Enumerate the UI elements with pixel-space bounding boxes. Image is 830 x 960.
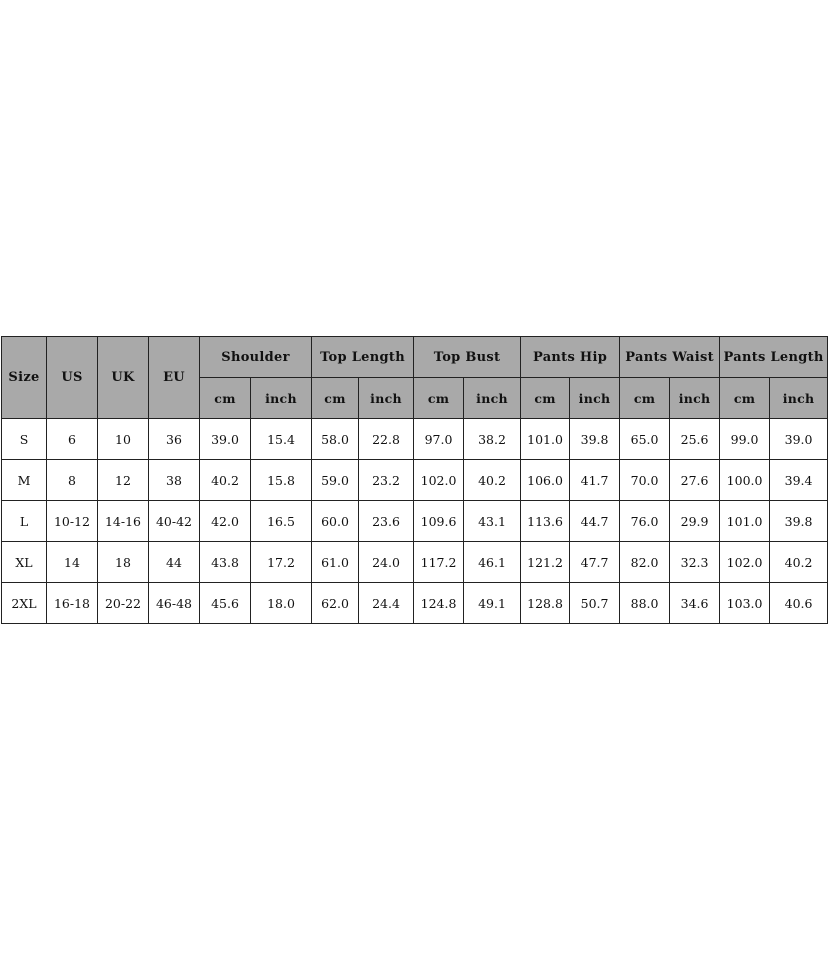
cell-shoulder-cm: 45.6 <box>200 583 251 624</box>
unit-inch: inch <box>251 378 312 419</box>
table-body <box>2 419 828 624</box>
unit-cm: cm <box>620 378 670 419</box>
cell-pants-waist-inch: 27.6 <box>670 460 720 501</box>
table-header <box>2 337 828 419</box>
cell-pants-length-inch: 40.2 <box>770 542 828 583</box>
cell-pants-length-cm: 99.0 <box>720 419 770 460</box>
table-row <box>2 419 828 460</box>
cell-top-length-cm: 61.0 <box>312 542 359 583</box>
unit-cm: cm <box>200 378 251 419</box>
size-chart-table <box>1 336 828 624</box>
cell-shoulder-inch: 15.8 <box>251 460 312 501</box>
cell-top-bust-inch: 38.2 <box>464 419 521 460</box>
cell-pants-length-cm: 101.0 <box>720 501 770 542</box>
unit-cm: cm <box>720 378 770 419</box>
cell-uk: 18 <box>98 542 149 583</box>
cell-eu: 36 <box>149 419 200 460</box>
cell-pants-waist-inch: 32.3 <box>670 542 720 583</box>
cell-us: 8 <box>47 460 98 501</box>
unit-inch: inch <box>464 378 521 419</box>
cell-pants-waist-cm: 82.0 <box>620 542 670 583</box>
cell-shoulder-cm: 39.0 <box>200 419 251 460</box>
header-top-bust: Top Bust <box>414 337 521 378</box>
cell-size: M <box>2 460 47 501</box>
cell-uk: 12 <box>98 460 149 501</box>
cell-size: L <box>2 501 47 542</box>
table-row <box>2 583 828 624</box>
cell-uk: 20-22 <box>98 583 149 624</box>
cell-eu: 38 <box>149 460 200 501</box>
cell-top-length-inch: 23.2 <box>359 460 414 501</box>
cell-pants-hip-cm: 101.0 <box>521 419 570 460</box>
cell-pants-length-inch: 40.6 <box>770 583 828 624</box>
header-shoulder: Shoulder <box>200 337 312 378</box>
cell-pants-hip-inch: 41.7 <box>570 460 620 501</box>
table-row <box>2 501 828 542</box>
header-uk: UK <box>98 337 149 419</box>
cell-top-bust-cm: 117.2 <box>414 542 464 583</box>
cell-top-length-inch: 22.8 <box>359 419 414 460</box>
cell-pants-length-inch: 39.4 <box>770 460 828 501</box>
cell-pants-length-cm: 100.0 <box>720 460 770 501</box>
cell-pants-waist-cm: 70.0 <box>620 460 670 501</box>
cell-top-length-cm: 59.0 <box>312 460 359 501</box>
cell-us: 10-12 <box>47 501 98 542</box>
cell-top-bust-cm: 124.8 <box>414 583 464 624</box>
cell-pants-length-inch: 39.8 <box>770 501 828 542</box>
cell-top-bust-inch: 43.1 <box>464 501 521 542</box>
cell-size: S <box>2 419 47 460</box>
cell-top-bust-cm: 109.6 <box>414 501 464 542</box>
header-pants-hip: Pants Hip <box>521 337 620 378</box>
unit-inch: inch <box>770 378 828 419</box>
cell-pants-length-cm: 103.0 <box>720 583 770 624</box>
cell-pants-hip-cm: 128.8 <box>521 583 570 624</box>
cell-size: 2XL <box>2 583 47 624</box>
cell-top-length-inch: 24.4 <box>359 583 414 624</box>
cell-top-bust-inch: 49.1 <box>464 583 521 624</box>
cell-top-length-inch: 23.6 <box>359 501 414 542</box>
unit-cm: cm <box>414 378 464 419</box>
cell-us: 16-18 <box>47 583 98 624</box>
cell-top-length-inch: 24.0 <box>359 542 414 583</box>
cell-pants-hip-cm: 113.6 <box>521 501 570 542</box>
cell-eu: 46-48 <box>149 583 200 624</box>
cell-eu: 44 <box>149 542 200 583</box>
cell-pants-waist-inch: 29.9 <box>670 501 720 542</box>
table-row <box>2 542 828 583</box>
header-pants-length: Pants Length <box>720 337 828 378</box>
unit-inch: inch <box>570 378 620 419</box>
header-pants-waist: Pants Waist <box>620 337 720 378</box>
cell-shoulder-cm: 40.2 <box>200 460 251 501</box>
cell-top-length-cm: 58.0 <box>312 419 359 460</box>
cell-eu: 40-42 <box>149 501 200 542</box>
header-us: US <box>47 337 98 419</box>
cell-size: XL <box>2 542 47 583</box>
header-size: Size <box>2 337 47 419</box>
unit-cm: cm <box>521 378 570 419</box>
cell-pants-hip-inch: 44.7 <box>570 501 620 542</box>
header-top-length: Top Length <box>312 337 414 378</box>
cell-top-bust-inch: 46.1 <box>464 542 521 583</box>
cell-pants-hip-inch: 50.7 <box>570 583 620 624</box>
unit-cm: cm <box>312 378 359 419</box>
cell-pants-hip-cm: 121.2 <box>521 542 570 583</box>
cell-uk: 14-16 <box>98 501 149 542</box>
cell-shoulder-inch: 16.5 <box>251 501 312 542</box>
header-eu: EU <box>149 337 200 419</box>
cell-uk: 10 <box>98 419 149 460</box>
size-chart <box>1 336 827 624</box>
cell-pants-waist-cm: 65.0 <box>620 419 670 460</box>
cell-pants-hip-inch: 39.8 <box>570 419 620 460</box>
cell-top-length-cm: 62.0 <box>312 583 359 624</box>
cell-pants-waist-cm: 76.0 <box>620 501 670 542</box>
cell-shoulder-cm: 42.0 <box>200 501 251 542</box>
cell-top-length-cm: 60.0 <box>312 501 359 542</box>
cell-pants-hip-cm: 106.0 <box>521 460 570 501</box>
cell-pants-length-inch: 39.0 <box>770 419 828 460</box>
cell-shoulder-inch: 15.4 <box>251 419 312 460</box>
cell-top-bust-cm: 97.0 <box>414 419 464 460</box>
cell-shoulder-inch: 18.0 <box>251 583 312 624</box>
cell-shoulder-cm: 43.8 <box>200 542 251 583</box>
unit-inch: inch <box>359 378 414 419</box>
cell-pants-waist-inch: 25.6 <box>670 419 720 460</box>
table-row <box>2 460 828 501</box>
cell-pants-waist-inch: 34.6 <box>670 583 720 624</box>
cell-pants-length-cm: 102.0 <box>720 542 770 583</box>
cell-pants-waist-cm: 88.0 <box>620 583 670 624</box>
cell-pants-hip-inch: 47.7 <box>570 542 620 583</box>
cell-shoulder-inch: 17.2 <box>251 542 312 583</box>
cell-top-bust-inch: 40.2 <box>464 460 521 501</box>
cell-top-bust-cm: 102.0 <box>414 460 464 501</box>
unit-inch: inch <box>670 378 720 419</box>
cell-us: 6 <box>47 419 98 460</box>
cell-us: 14 <box>47 542 98 583</box>
